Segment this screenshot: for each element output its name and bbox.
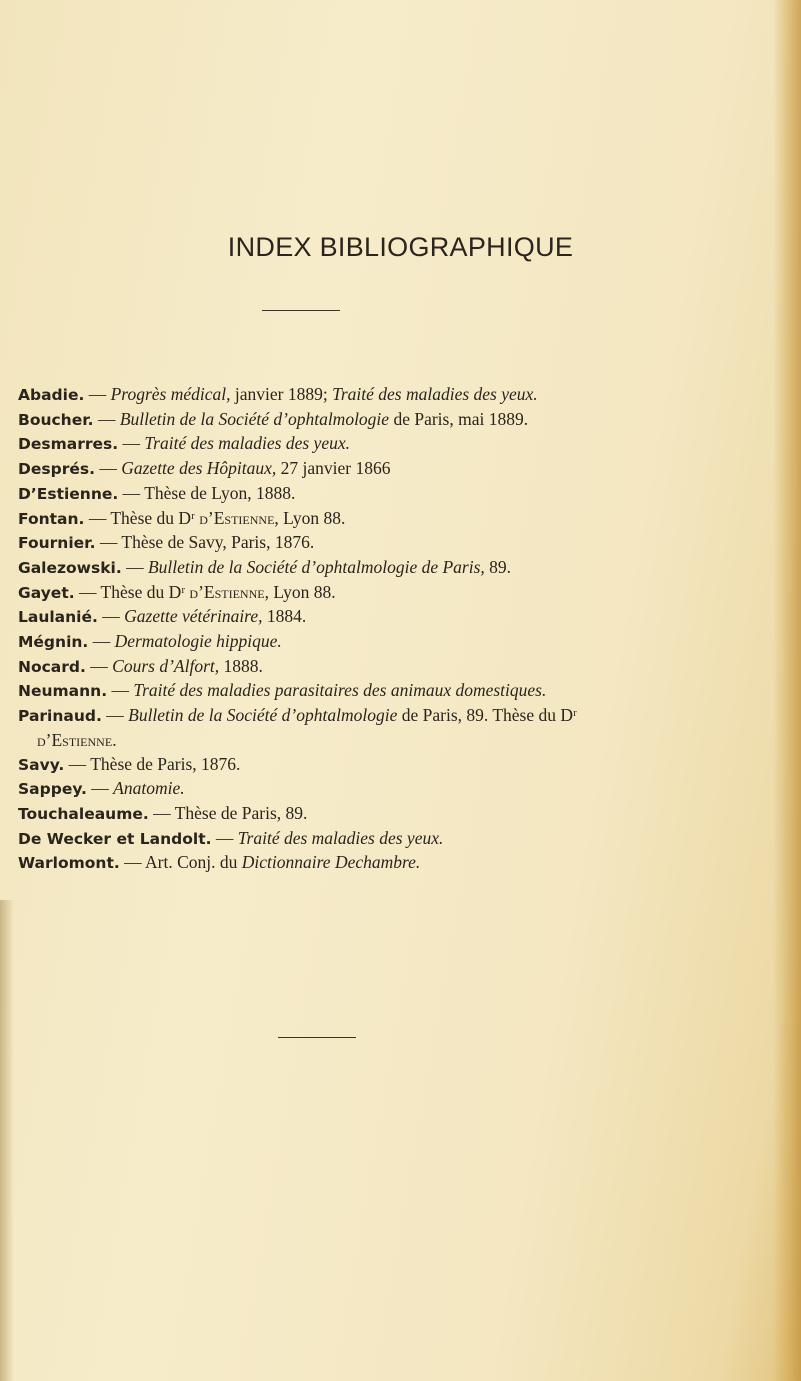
- reference-text: —: [97, 606, 125, 627]
- entry-reference: [107, 680, 546, 700]
- reference-text: , Lyon 88.: [264, 581, 336, 602]
- reference-text: d’Estienne: [199, 507, 275, 528]
- bibliography-entry: [18, 802, 658, 827]
- reference-text: — Thèse du Dʳ: [74, 581, 190, 602]
- entry-reference: [120, 852, 421, 872]
- entry-reference: [95, 532, 314, 552]
- page-title: INDEX BIBLIOGRAPHIQUE: [227, 232, 574, 262]
- reference-title: Traité des maladies des yeux.: [332, 384, 538, 404]
- entry-author: Parinaud.: [18, 707, 102, 726]
- reference-title: Cours d’Alfort,: [112, 655, 220, 676]
- reference-text: —: [84, 384, 111, 404]
- entry-author: Sappey.: [18, 780, 87, 799]
- reference-text: 27 janvier 1866: [276, 458, 391, 479]
- bibliography-entry: [18, 457, 658, 482]
- reference-text: —: [86, 778, 114, 799]
- entry-reference: [84, 384, 537, 404]
- entry-reference: [86, 656, 263, 676]
- reference-text: — Thèse de Savy, Paris, 1876.: [95, 532, 315, 553]
- bibliography-entry: [18, 581, 658, 606]
- bibliography-entry: [18, 605, 658, 630]
- entry-reference: [98, 606, 306, 626]
- reference-text: —: [93, 408, 120, 429]
- reference-text: —: [101, 705, 129, 726]
- reference-text: —: [85, 655, 113, 676]
- entry-reference: [87, 778, 185, 798]
- bibliography-entry: [18, 408, 658, 433]
- bibliography-entry: [18, 556, 658, 581]
- reference-text: —: [94, 458, 122, 479]
- bibliography-entry: [18, 753, 658, 778]
- reference-text: — Thèse de Paris, 89.: [148, 802, 308, 823]
- entry-reference: [212, 828, 444, 848]
- reference-text: .: [112, 729, 117, 750]
- entry-author: Desmarres.: [18, 435, 119, 454]
- reference-text: 1888.: [219, 655, 263, 676]
- bibliography-entry: [18, 432, 658, 457]
- reference-title: Dermatologie hippique.: [114, 631, 282, 652]
- reference-text: de Paris, 89. Thèse du Dʳ: [397, 705, 577, 726]
- reference-text: — Art. Conj. du: [119, 852, 242, 873]
- entry-author: D’Estienne.: [18, 484, 119, 503]
- entry-author: Touchaleaume.: [18, 804, 149, 823]
- reference-text: janvier 1889;: [230, 384, 333, 404]
- reference-title: Progrès médical,: [110, 384, 231, 404]
- reference-title: Bulletin de la Société d’ophtalmologie: [128, 705, 398, 726]
- closing-rule: [278, 1037, 356, 1038]
- entry-reference: [118, 433, 350, 453]
- entry-reference: [64, 754, 240, 774]
- reference-text: d’Estienne: [189, 581, 265, 602]
- reference-title: Traité des maladies parasitaires des animaux domestiques.: [133, 680, 547, 701]
- reference-text: de Paris, mai 1889.: [389, 408, 529, 429]
- bibliography-entry: [18, 679, 658, 704]
- bibliography-list: [18, 383, 658, 876]
- reference-text: 89.: [484, 556, 512, 577]
- entry-reference: [88, 631, 281, 651]
- entry-author: De Wecker et Landolt.: [18, 829, 212, 848]
- bibliography-entry: [18, 482, 658, 507]
- entry-author: Galezowski.: [18, 558, 122, 577]
- bibliography-entry: [18, 827, 658, 852]
- reference-title: Traité des maladies des yeux.: [237, 827, 444, 848]
- entry-reference: [149, 803, 308, 823]
- reference-title: Dictionnaire Dechambre.: [241, 852, 421, 873]
- reference-text: —: [88, 631, 115, 652]
- reference-text: —: [211, 827, 238, 848]
- entry-author: Neumann.: [18, 682, 108, 701]
- entry-reference: [118, 483, 295, 503]
- bibliography-entry: [18, 507, 658, 532]
- reference-text: , Lyon 88.: [274, 507, 346, 528]
- reference-text: —: [107, 680, 134, 701]
- entry-author: Warlomont.: [18, 854, 120, 873]
- reference-title: Gazette vétérinaire,: [124, 606, 263, 627]
- entry-author: Abadie.: [18, 386, 85, 404]
- entry-reference: [84, 508, 345, 528]
- reference-text: — Thèse du Dʳ: [84, 507, 200, 528]
- entry-author: Laulanié.: [18, 608, 98, 627]
- page-edge-shadow: [0, 900, 14, 1381]
- reference-title: Traité des maladies des yeux.: [144, 433, 350, 454]
- bibliography-entry: [18, 851, 658, 876]
- entry-reference: [37, 705, 577, 750]
- entry-reference: [75, 582, 336, 602]
- entry-reference: [122, 557, 511, 577]
- entry-reference: [95, 458, 391, 478]
- reference-text: —: [118, 433, 145, 454]
- bibliography-entry: [18, 630, 658, 655]
- bibliography-entry: [18, 655, 658, 680]
- entry-author: Mégnin.: [18, 633, 89, 652]
- reference-title: Bulletin de la Société d’ophtalmologie: [119, 408, 390, 429]
- reference-text: d’Estienne: [37, 729, 113, 750]
- entry-author: Gayet.: [18, 583, 75, 602]
- reference-text: — Thèse de Lyon, 1888.: [118, 482, 296, 503]
- reference-text: — Thèse de Paris, 1876.: [64, 753, 241, 774]
- bibliography-entry: [18, 704, 658, 752]
- entry-reference: [94, 409, 529, 429]
- entry-author: Després.: [18, 460, 95, 479]
- bibliography-entry: [18, 383, 658, 408]
- page-edge-stain: [773, 0, 801, 1381]
- reference-title: Gazette des Hôpitaux,: [121, 458, 277, 479]
- entry-author: Fournier.: [18, 534, 96, 553]
- title-rule: [262, 310, 340, 311]
- entry-author: Nocard.: [18, 657, 86, 676]
- bibliography-entry: [18, 777, 658, 802]
- reference-title: Anatomie.: [113, 778, 185, 799]
- entry-author: Savy.: [18, 755, 65, 774]
- reference-title: Bulletin de la Société d’ophtalmologie de Paris,: [147, 556, 485, 577]
- reference-text: 1884.: [262, 606, 307, 627]
- bibliography-entry: [18, 531, 658, 556]
- entry-author: Boucher.: [18, 410, 94, 429]
- reference-text: —: [121, 556, 148, 577]
- entry-author: Fontan.: [18, 509, 85, 528]
